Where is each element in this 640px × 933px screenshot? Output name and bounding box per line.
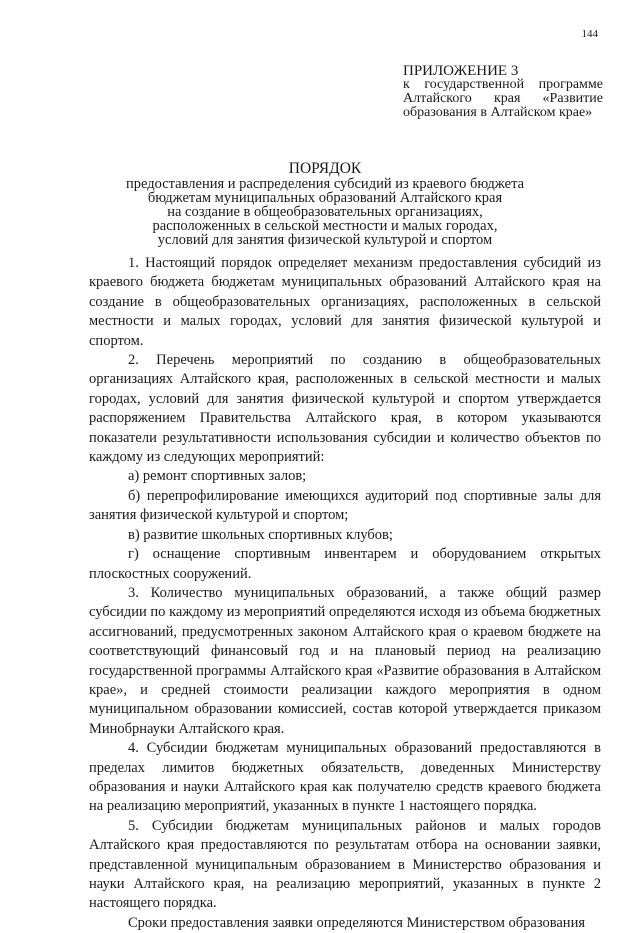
document-heading: [90, 162, 560, 247]
list-item-b: б) перепрофилирование имеющихся аудиторий под спортивные залы для занятия физической культурой и спортом;: [89, 487, 601, 524]
list-item-a: а) ремонт спортивных залов;: [128, 468, 307, 485]
paragraph-3: 3. Количество муниципальных образований, а также общий размер субсидии по каждому из мероприятий определяются исходя из объема бюджетных ассигнований, предусмотренных законом Алтайского края о краевом бюджете на соответствующий финансовый год и на плановый период на реализацию государственной программы Алтайского края «Развитие образования в Алтайском крае», и средней стоимости реализации каждого мероприятия в одном муниципальном образовании комиссией, состав которой утверждается приказом Минобрнауки Алтайского края.: [89, 584, 601, 737]
heading-title: ПОРЯДОК: [288, 160, 362, 177]
page-number: 144: [581, 28, 598, 40]
heading-line: на создание в общеобразовательных организациях,: [167, 204, 483, 220]
heading-line: бюджетам муниципальных образований Алтайского края: [147, 190, 503, 206]
appendix-block: [403, 64, 603, 120]
heading-line: условий для занятия физической культурой и спортом: [157, 232, 493, 248]
paragraph-5: 5. Субсидии бюджетам муниципальных районов и малых городов Алтайского края предоставляются по результатам отбора на основании заявки, представленной муниципальным образованием в Министерство образования и науки Алтайского края, на реализацию мероприятий, указанных в пункте 2 настоящего порядка.: [89, 817, 601, 912]
paragraph-1: 1. Настоящий порядок определяет механизм предоставления субсидий из краевого бюджета бюджетам муниципальных образований Алтайского края на создание в общеобразовательных организациях, расположенных в сельской местности и малых городах, условий для занятия физической культурой и спортом.: [89, 255, 601, 349]
heading-line: расположенных в сельской местности и малых городах,: [152, 218, 498, 234]
paragraph-4: 4. Субсидии бюджетам муниципальных образований предоставляются в пределах лимитов бюджетных обязательств, доведенных Министерству образования и науки Алтайского края как получателю средств краевого бюджета на реализацию мероприятий, указанных в пункте 1 настоящего порядка.: [89, 740, 601, 815]
heading-line: предоставления и распределения субсидий из краевого бюджета: [125, 176, 525, 192]
paragraph-2: 2. Перечень мероприятий по созданию в общеобразовательных организациях Алтайского края, расположенных в сельской местности и малых городах, условий для занятия физической культурой и спортом утверждается распоряжением Правительства Алтайского края, в котором указываются показатели результативности использования субсидии и количество объектов по каждому из следующих мероприятий:: [89, 352, 601, 466]
list-item-c: в) развитие школьных спортивных клубов;: [128, 526, 393, 543]
appendix-title: ПРИЛОЖЕНИЕ 3: [403, 63, 519, 79]
appendix-line: к государственной программе: [403, 77, 603, 92]
paragraph-deadlines: Сроки предоставления заявки определяются Министерством образования: [128, 914, 585, 931]
appendix-line: Алтайского края «Развитие: [403, 91, 603, 106]
list-item-d: г) оснащение спортивным инвентарем и оборудованием открытых плоскостных сооружений.: [89, 546, 601, 582]
appendix-line: образования в Алтайском крае»: [403, 105, 593, 120]
document-body: [89, 254, 601, 933]
